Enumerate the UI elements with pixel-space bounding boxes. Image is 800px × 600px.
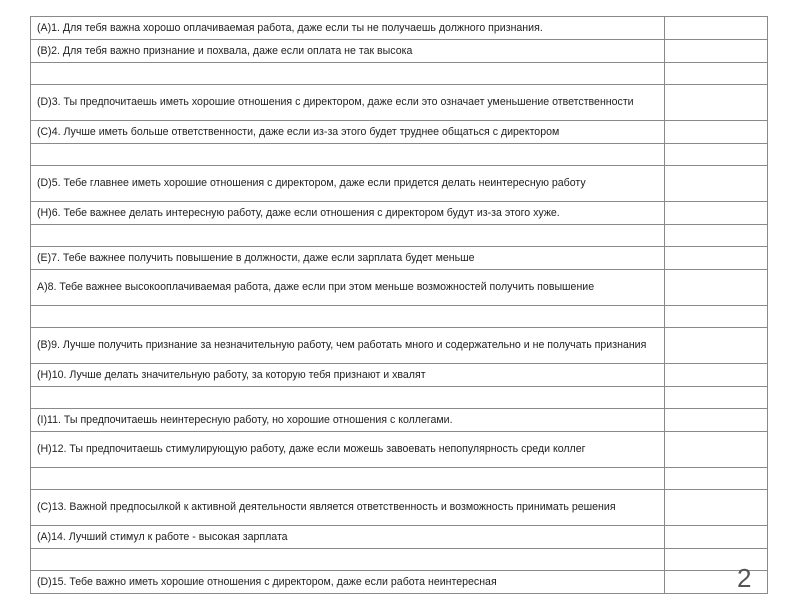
spacer-cell	[31, 549, 665, 571]
question-text: А)8. Тебе важнее высокооплачиваемая работа, даже если при этом меньше возможностей получить повышение	[31, 270, 665, 306]
question-text: (Н)10. Лучше делать значительную работу, за которую тебя признают и хвалят	[31, 364, 665, 387]
question-row	[31, 85, 768, 121]
question-row	[31, 571, 768, 594]
spacer-row	[31, 468, 768, 490]
question-text: (В)2. Для тебя важно признание и похвала, даже если оплата не так высока	[31, 40, 665, 63]
questionnaire-table	[30, 16, 768, 594]
question-text: (Н)12. Ты предпочитаешь стимулирующую работу, даже если можешь завоевать непопулярность среди коллег	[31, 432, 665, 468]
question-row	[31, 166, 768, 202]
spacer-cell	[665, 225, 768, 247]
question-text: (С)13. Важной предпосылкой к активной деятельности является ответственность и возможность принимать решения	[31, 490, 665, 526]
question-row	[31, 490, 768, 526]
answer-cell[interactable]	[665, 166, 768, 202]
question-text: (Н)6. Тебе важнее делать интересную работу, даже если отношения с директором будут из-за этого хуже.	[31, 202, 665, 225]
question-row	[31, 328, 768, 364]
question-row	[31, 364, 768, 387]
question-text: (D)5. Тебе главнее иметь хорошие отношения с директором, даже если придется делать неинтересную работу	[31, 166, 665, 202]
spacer-cell	[31, 144, 665, 166]
answer-cell[interactable]	[665, 432, 768, 468]
spacer-row	[31, 63, 768, 85]
answer-cell[interactable]	[665, 247, 768, 270]
question-text: (А)14. Лучший стимул к работе - высокая зарплата	[31, 526, 665, 549]
answer-cell[interactable]	[665, 40, 768, 63]
spacer-row	[31, 144, 768, 166]
question-row	[31, 270, 768, 306]
question-text: (С)4. Лучше иметь больше ответственности, даже если из-за этого будет труднее общаться с директором	[31, 121, 665, 144]
answer-cell[interactable]	[665, 202, 768, 225]
question-text: (I)11. Ты предпочитаешь неинтересную работу, но хорошие отношения с коллегами.	[31, 409, 665, 432]
spacer-cell	[31, 387, 665, 409]
spacer-row	[31, 306, 768, 328]
questionnaire-body	[31, 17, 768, 594]
question-row	[31, 17, 768, 40]
spacer-cell	[31, 225, 665, 247]
answer-cell[interactable]	[665, 328, 768, 364]
spacer-cell	[665, 306, 768, 328]
page-number: 2	[737, 563, 752, 593]
spacer-cell	[665, 387, 768, 409]
answer-cell[interactable]	[665, 85, 768, 121]
spacer-cell	[665, 144, 768, 166]
question-row	[31, 121, 768, 144]
spacer-cell	[31, 468, 665, 490]
question-row	[31, 526, 768, 549]
question-row	[31, 247, 768, 270]
spacer-cell	[665, 63, 768, 85]
question-row	[31, 409, 768, 432]
answer-cell[interactable]	[665, 121, 768, 144]
spacer-cell	[665, 468, 768, 490]
answer-cell[interactable]	[665, 364, 768, 387]
question-text: (Е)7. Тебе важнее получить повышение в должности, даже если зарплата будет меньше	[31, 247, 665, 270]
spacer-cell	[31, 63, 665, 85]
question-text: (D)15. Тебе важно иметь хорошие отношения с директором, даже если работа неинтересная	[31, 571, 665, 594]
question-text: (D)3. Ты предпочитаешь иметь хорошие отношения с директором, даже если это означает уменьшение ответственности	[31, 85, 665, 121]
answer-cell[interactable]	[665, 571, 768, 594]
answer-cell[interactable]	[665, 270, 768, 306]
answer-cell[interactable]	[665, 17, 768, 40]
question-row	[31, 202, 768, 225]
question-row	[31, 432, 768, 468]
spacer-row	[31, 549, 768, 571]
answer-cell[interactable]	[665, 490, 768, 526]
spacer-cell	[31, 306, 665, 328]
spacer-cell	[665, 549, 768, 571]
spacer-row	[31, 225, 768, 247]
question-text: (В)9. Лучше получить признание за незначительную работу, чем работать много и содержательно и не получать признания	[31, 328, 665, 364]
question-row	[31, 40, 768, 63]
answer-cell[interactable]	[665, 409, 768, 432]
answer-cell[interactable]	[665, 526, 768, 549]
question-text: (А)1. Для тебя важна хорошо оплачиваемая работа, даже если ты не получаешь должного признания.	[31, 17, 665, 40]
spacer-row	[31, 387, 768, 409]
